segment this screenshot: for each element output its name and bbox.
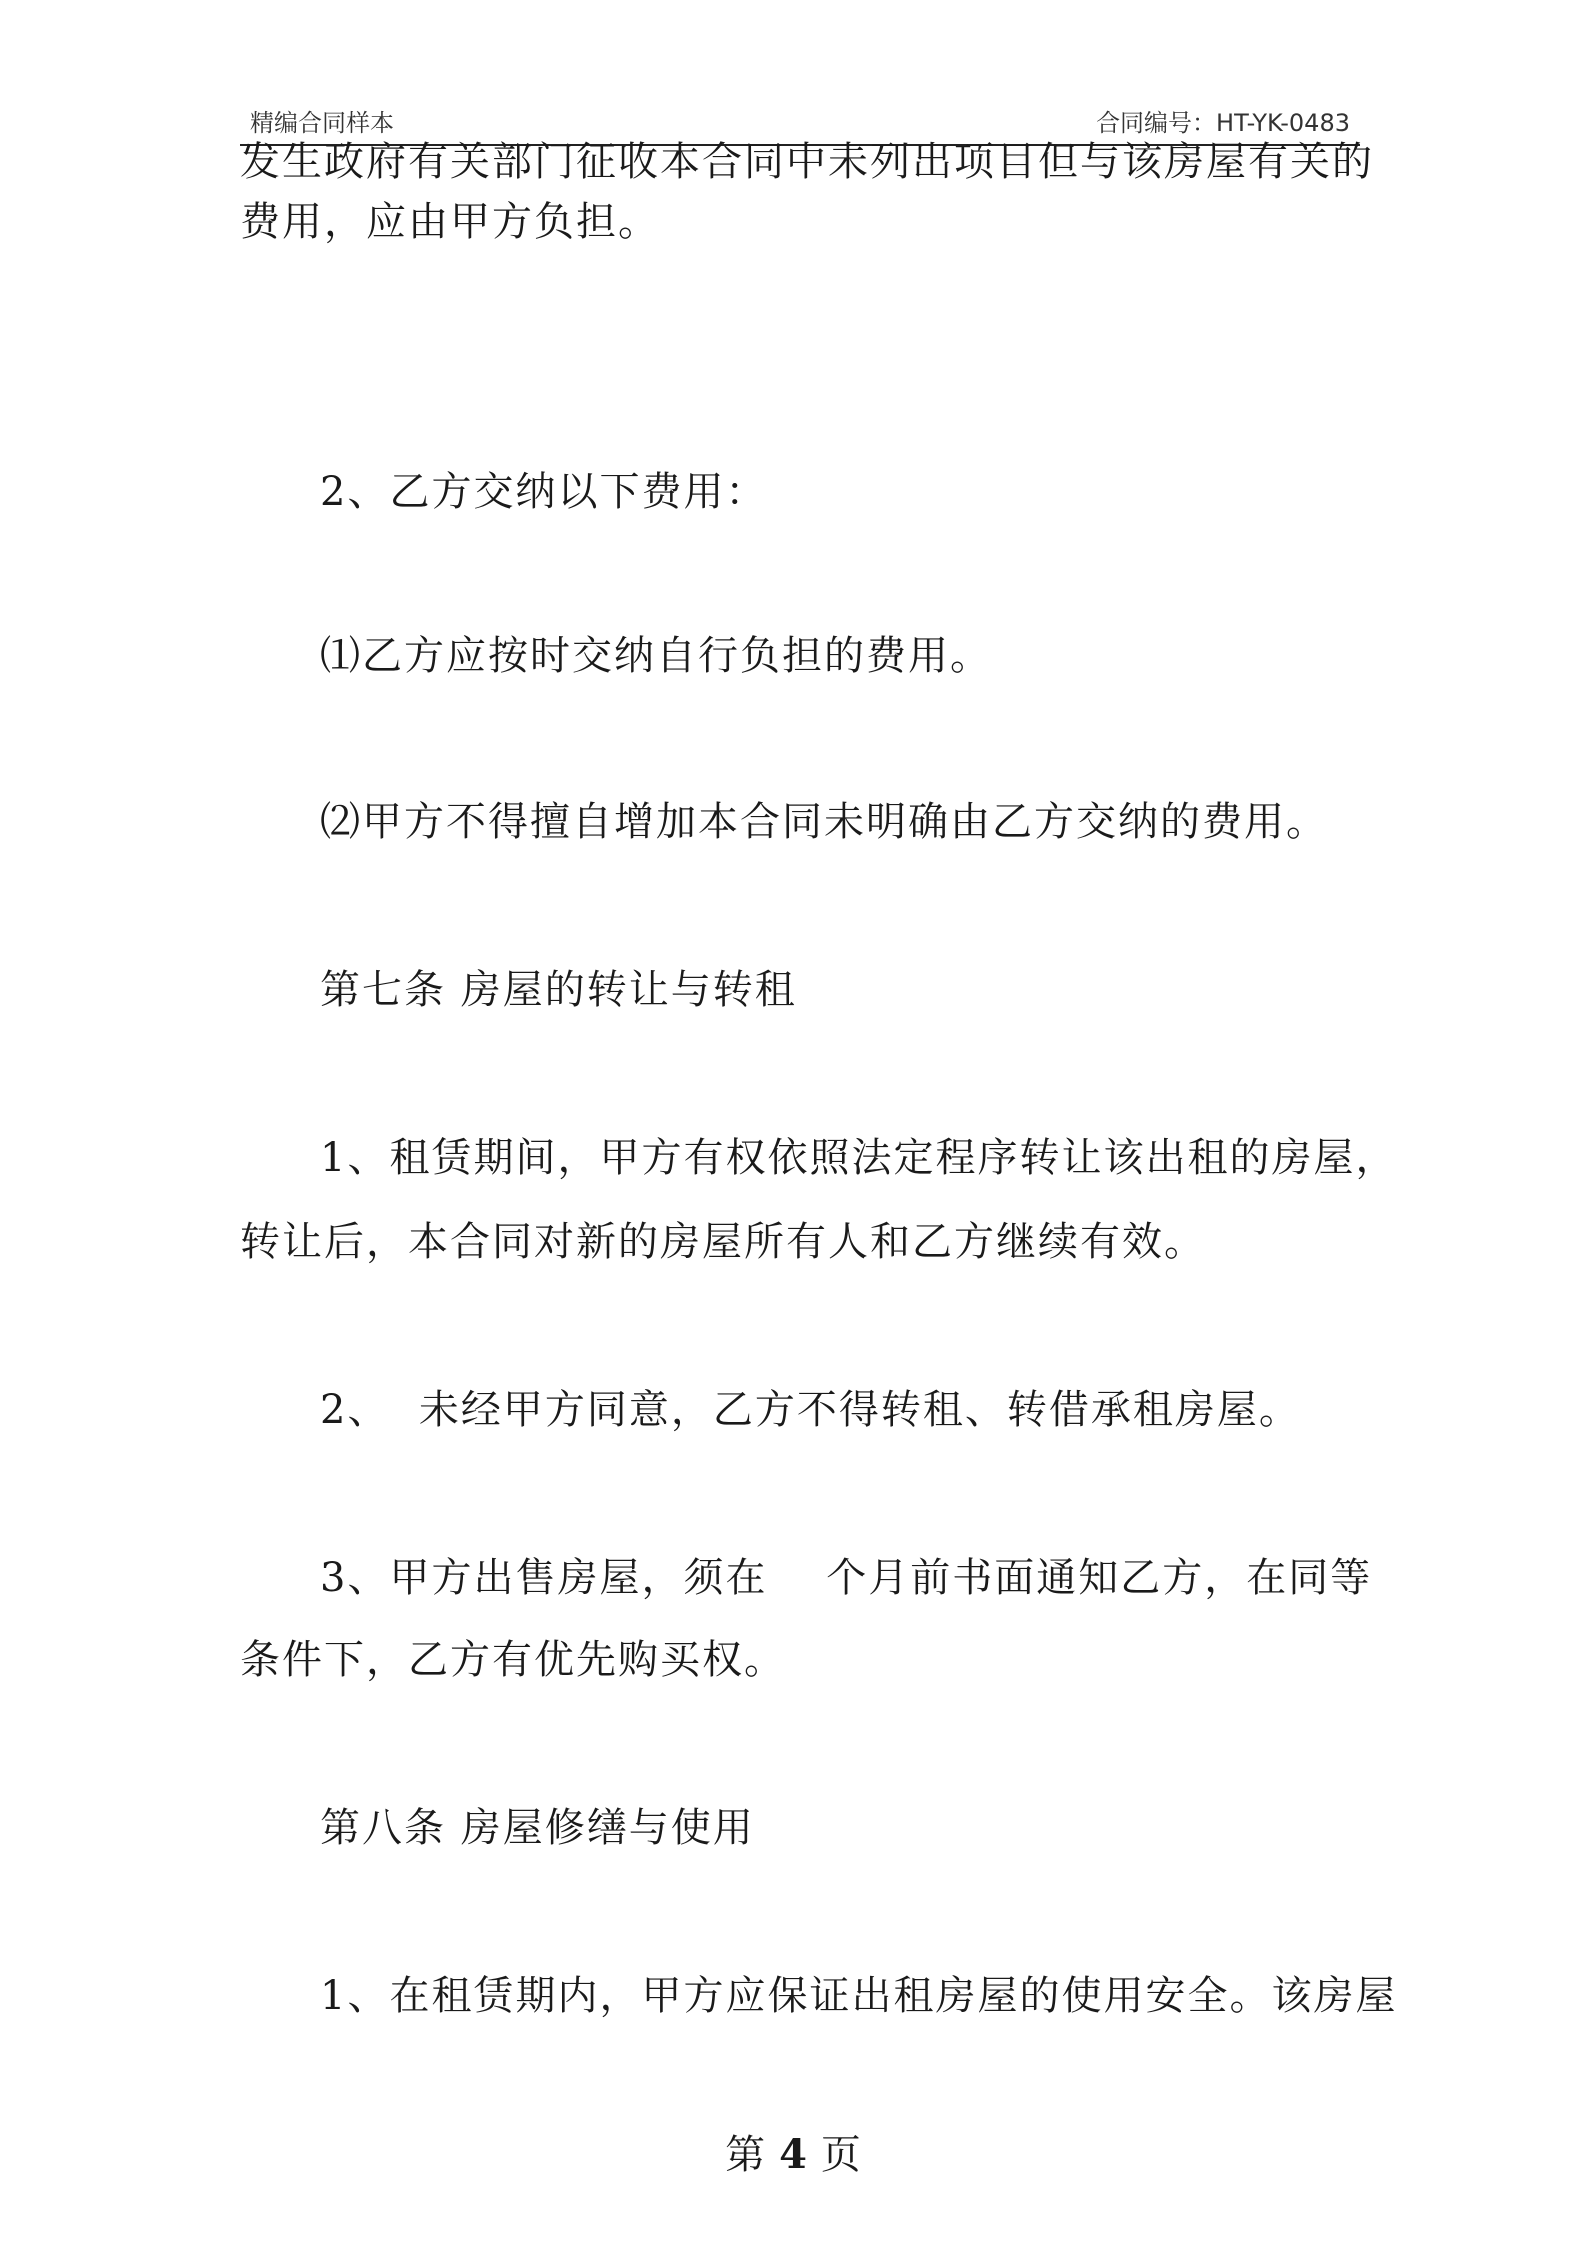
section-heading: 第七条 房屋的转让与转租 [320, 967, 797, 1013]
header-contract-number: 合同编号：HT-YK-0483 [1096, 109, 1350, 137]
paragraph-line: 转让后，本合同对新的房屋所有人和乙方继续有效。 [240, 1219, 1206, 1265]
paragraph-line: ⑵甲方不得擅自增加本合同未明确由乙方交纳的费用。 [320, 799, 1328, 845]
paragraph-line: 1、在租赁期内，甲方应保证出租房屋的使用安全。该房屋 [320, 1973, 1398, 2019]
paragraph-line: 2、 未经甲方同意，乙方不得转租、转借承租房屋。 [320, 1387, 1301, 1433]
paragraph-line: 发生政府有关部门征收本合同中未列出项目但与该房屋有关的 [240, 139, 1374, 185]
paragraph-line: 费用，应由甲方负担。 [240, 199, 660, 245]
page-prefix: 第 [725, 2132, 766, 2178]
page-number: 4 [779, 2131, 807, 2178]
paragraph-line: 3、甲方出售房屋，须在 个月前书面通知乙方，在同等 [320, 1555, 1373, 1601]
paragraph-line: 1、租赁期间，甲方有权依照法定程序转让该出租的房屋， [320, 1135, 1398, 1181]
paragraph-line: ⑴乙方应按时交纳自行负担的费用。 [320, 633, 992, 679]
page-suffix: 页 [820, 2132, 861, 2178]
page-footer [0, 2130, 1586, 2180]
paragraph-line: 条件下，乙方有优先购买权。 [240, 1637, 786, 1683]
paragraph-line: 2、乙方交纳以下费用： [320, 469, 768, 515]
header-doc-type: 精编合同样本 [250, 109, 394, 137]
section-heading: 第八条 房屋修缮与使用 [320, 1805, 755, 1851]
